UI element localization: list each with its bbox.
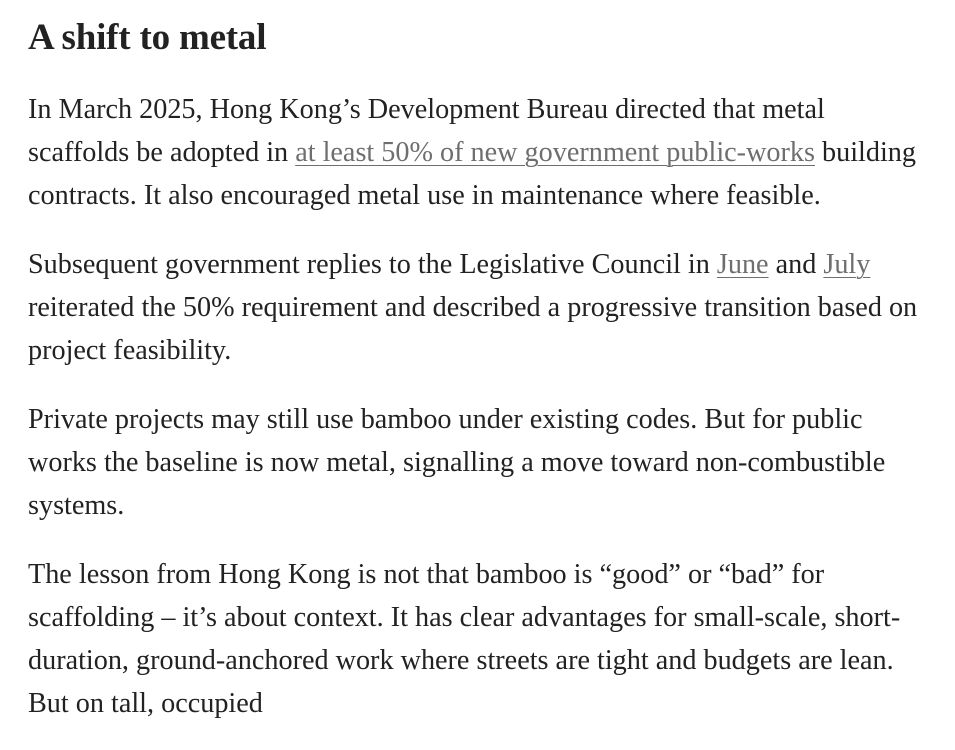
paragraph-text: Subsequent government replies to the Legislative Council in [28, 249, 717, 280]
paragraph-text: reiterated the 50% requirement and described a progressive transition based on project feasibility. [28, 292, 918, 366]
article-body [28, 14, 928, 725]
paragraph-policy [28, 88, 928, 217]
paragraph-text: and [768, 249, 824, 280]
public-works-link[interactable]: at least 50% of new government public-works [295, 137, 815, 168]
paragraph-lesson: The lesson from Hong Kong is not that bamboo is “good” or “bad” for scaffolding – it’s about context. It has clear advantages for small-scale, short-duration, ground-anchored work where streets are tight and budgets are lean. But on tall, occupied [28, 559, 901, 719]
paragraph-text: building contracts. It also encouraged metal use in maintenance where feasible. [28, 137, 916, 211]
paragraph-private-projects: Private projects may still use bamboo under existing codes. But for public works the baseline is now metal, signalling a move toward non-combustible systems. [28, 404, 886, 521]
july-link[interactable]: July [823, 249, 871, 280]
paragraph-text: In March 2025, Hong Kong’s Development Bureau directed that metal scaffolds be adopted in [28, 94, 825, 168]
june-link[interactable]: June [716, 249, 769, 280]
paragraph-legco [28, 243, 928, 372]
section-heading: A shift to metal [28, 17, 267, 58]
